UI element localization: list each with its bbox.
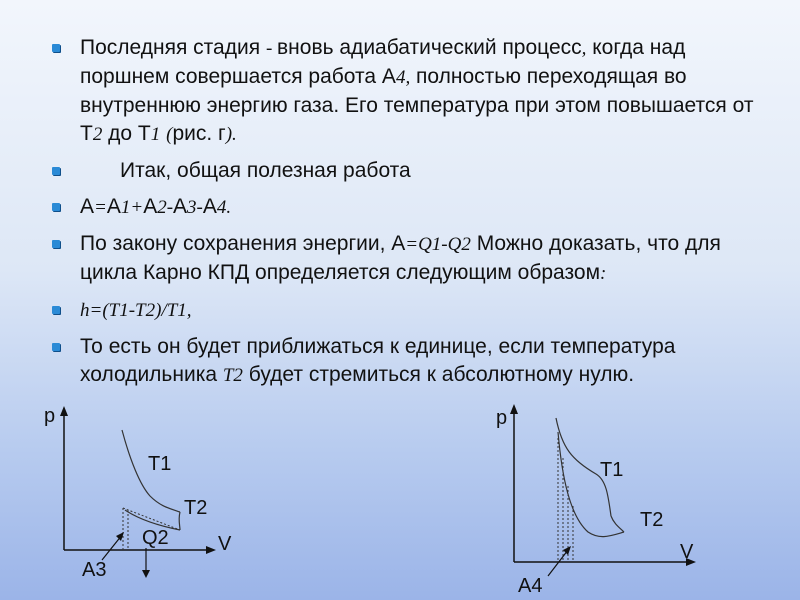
bullet-text: h=(T1-T2)/T1, [80, 300, 192, 321]
left-pv-diagram [30, 400, 270, 600]
bullet-item [48, 193, 768, 222]
v-label: V [218, 533, 232, 555]
bullet-item [48, 333, 768, 390]
right-pv-diagram [496, 398, 746, 598]
t1-label: T1 [600, 459, 624, 481]
bullet-text: Итак, общая полезная работа [120, 159, 411, 182]
bullet-item [48, 157, 768, 185]
a4-arrow-icon [563, 546, 571, 555]
bullet-text: По закону сохранения энергии, А=Q1-Q2 Можно доказать, что для цикла Карно КПД определяется следующим образом: [80, 232, 721, 284]
bullet-item [48, 230, 768, 288]
p-label: p [44, 405, 56, 427]
t1-label: T1 [148, 453, 172, 475]
p-axis-arrow-icon [510, 404, 518, 414]
bullet-marker-icon [52, 240, 60, 248]
bullet-item [48, 34, 768, 149]
bullet-marker-icon [52, 203, 60, 211]
p-label: p [496, 407, 508, 429]
bullet-marker-icon [52, 306, 60, 314]
t2-label: T2 [184, 497, 208, 519]
bullet-marker-icon [52, 343, 60, 351]
bullet-text: То есть он будет приближаться к единице, если температура холодильника T2 будет стремиться к абсолютному нулю. [80, 335, 676, 386]
q2-label: Q2 [142, 527, 169, 549]
bullet-marker-icon [52, 44, 60, 52]
bullet-list [48, 34, 768, 398]
t2-label: T2 [640, 509, 664, 531]
bullet-item [48, 296, 768, 325]
a3-label: A3 [82, 559, 107, 581]
down-arrow-icon [142, 570, 150, 578]
bullet-text: Последняя стадия - вновь адиабатический процесс, когда над поршнем совершается работа А4, полностью переходящая во внутреннюю энергию газа. Его температура при этом повышается от Т2 до Т1 (рис. г). [80, 36, 754, 145]
a4-label: A4 [518, 575, 543, 597]
bullet-marker-icon [52, 167, 60, 175]
p-axis-arrow-icon [60, 406, 68, 416]
bullet-text: А=А1+А2-А3-А4. [80, 195, 232, 218]
v-axis-arrow-icon [206, 546, 216, 554]
v-label: V [680, 541, 694, 563]
